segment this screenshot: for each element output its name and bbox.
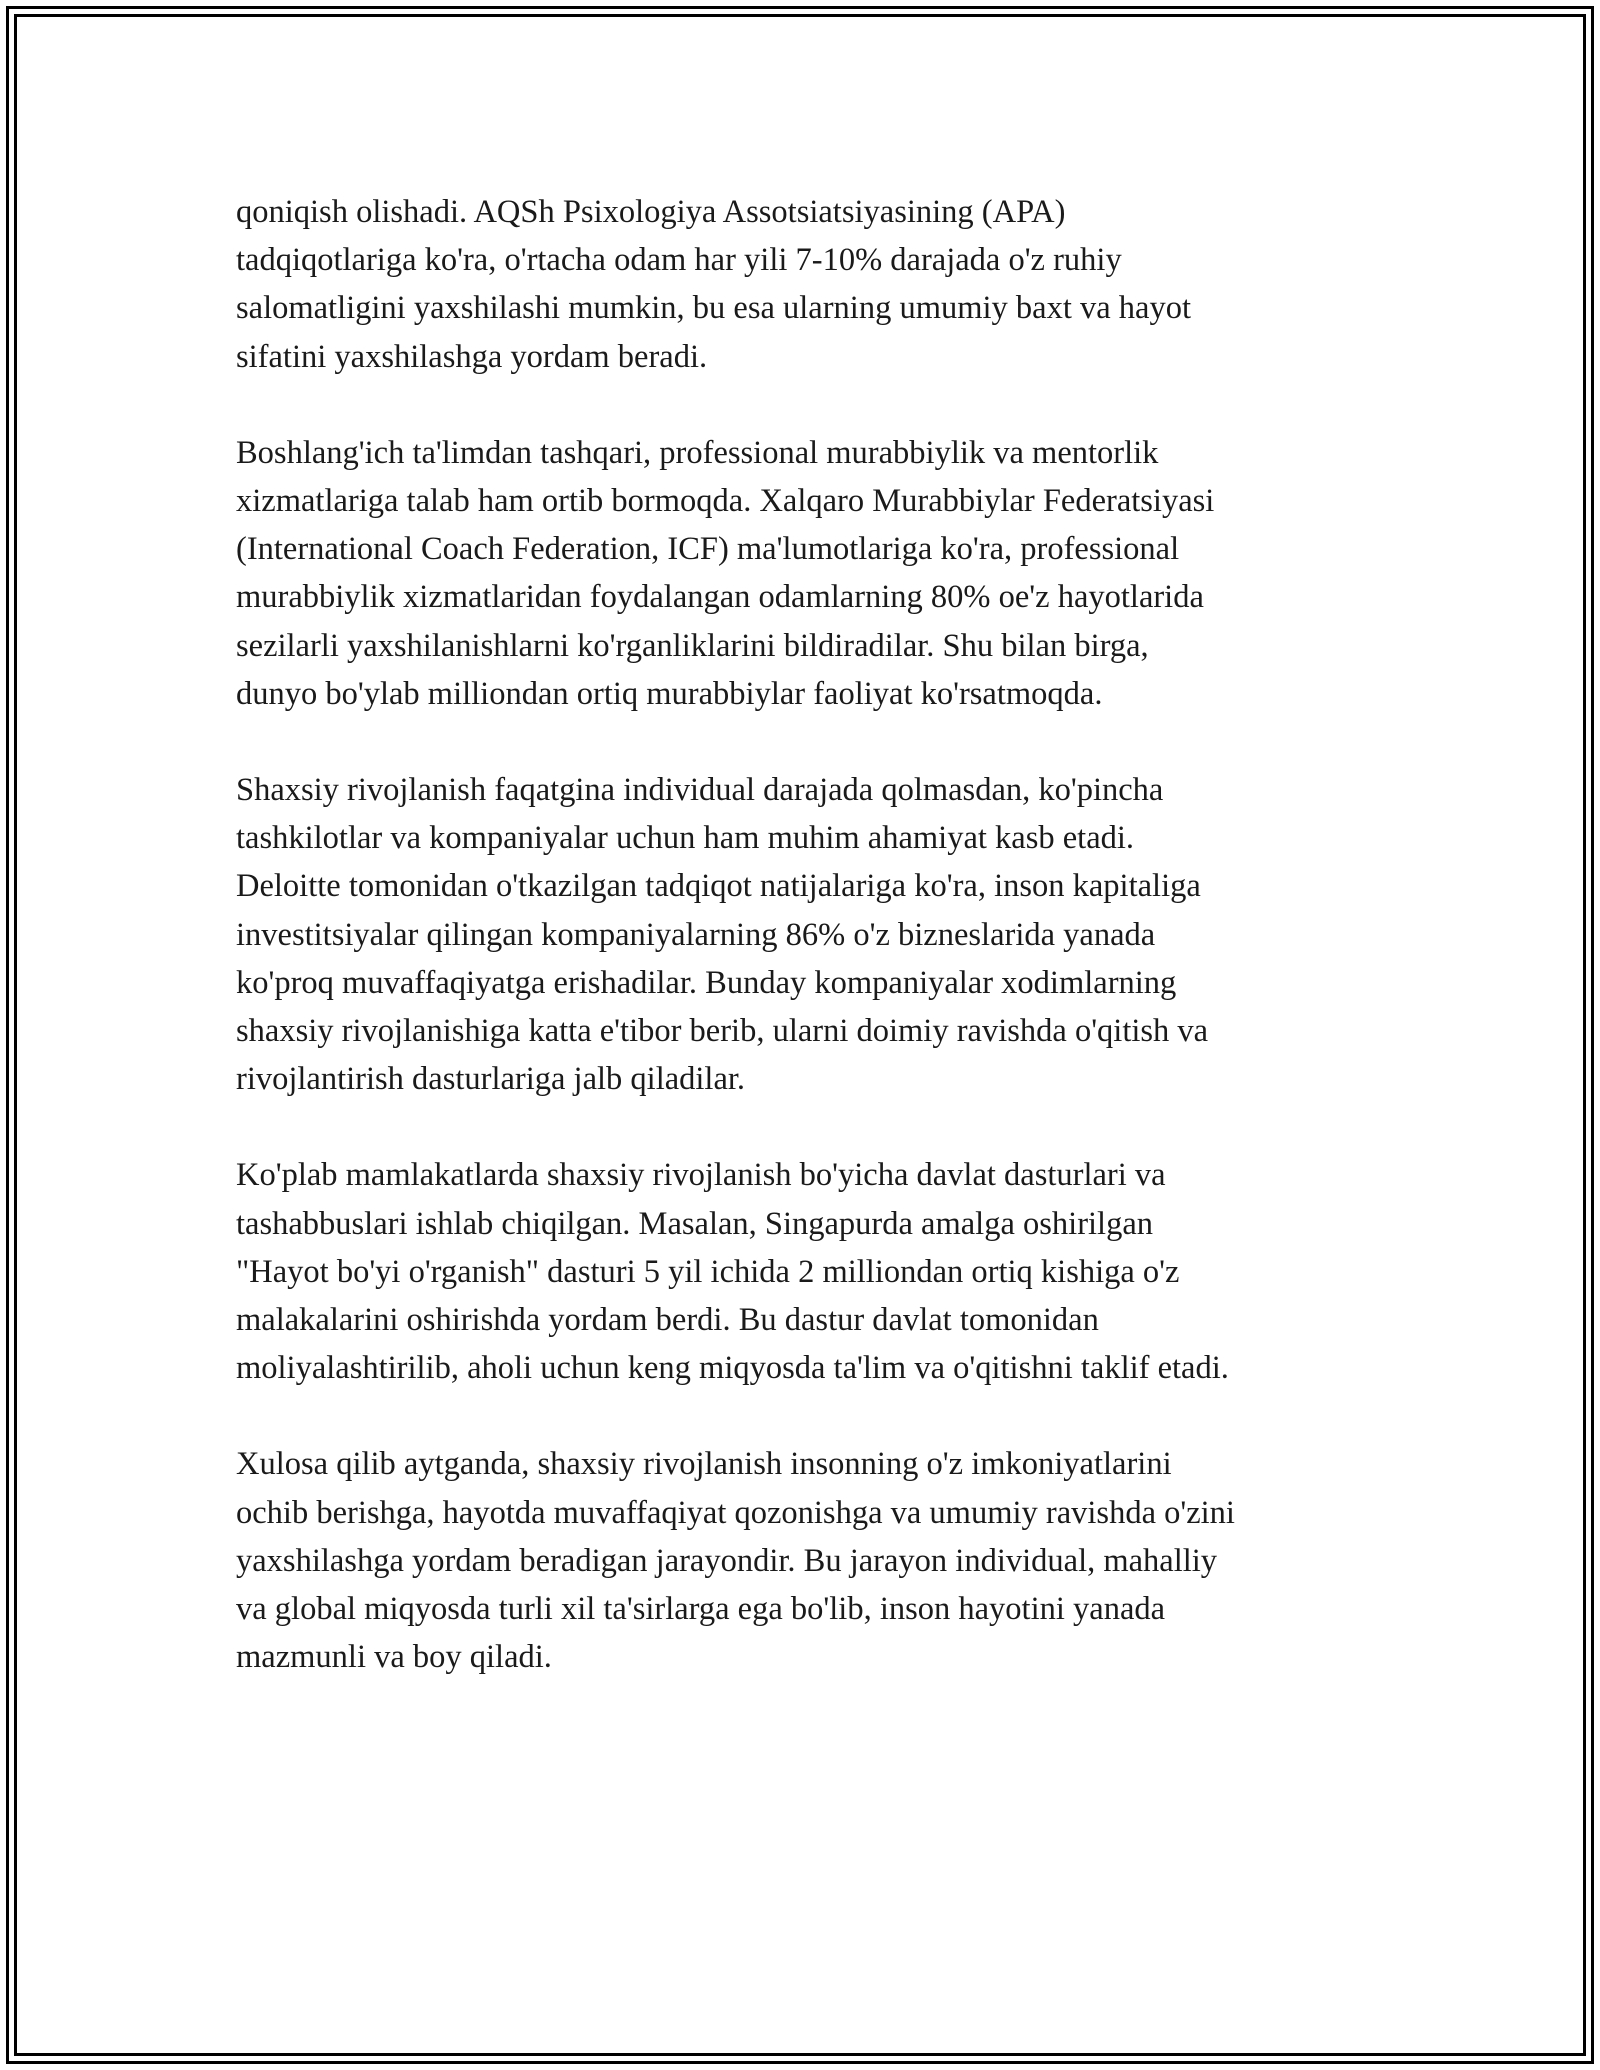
document-body [236, 188, 1386, 1729]
paragraph-4: Ko'plab mamlakatlarda shaxsiy rivojlanish bo'yicha davlat dasturlari va tashabbuslari ishlab chiqilgan. Masalan, Singapurda amalga oshirilgan "Hayot bo'yi o'rganish" dasturi 5 yil ichida 2 milliondan ortiq kishiga o'z malakalarini oshirishda yordam berdi. Bu dastur davlat tomonidan moliyalashtirilib, aholi uchun keng miqyosda ta'lim va o'qitishni taklif etadi. [236, 1157, 1229, 1387]
paragraph-5: Xulosa qilib aytganda, shaxsiy rivojlanish insonning o'z imkoniyatlarini ochib berishga, hayotda muvaffaqiyat qozonishga va umumiy ravishda o'zini yaxshilashga yordam beradigan jarayondir. Bu jarayon individual, mahalliy va global miqyosda turli xil ta'sirlarga ega bo'lib, inson hayotini yanada mazmunli va boy qiladi. [236, 1446, 1235, 1676]
paragraph-3: Shaxsiy rivojlanish faqatgina individual darajada qolmasdan, ko'pincha tashkilotlar va kompaniyalar uchun ham muhim ahamiyat kasb etadi. Deloitte tomonidan o'tkazilgan tadqiqot natijalariga ko'ra, inson kapitaliga investitsiyalar qilingan kompaniyalarning 86% o'z bizneslarida yanada ko'proq muvaffaqiyatga erishadilar. Bunday kompaniyalar xodimlarning shaxsiy rivojlanishiga katta e'tibor berib, ularni doimiy ravishda o'qitish va rivojlantirish dasturlariga jalb qiladilar. [236, 772, 1209, 1098]
paragraph-1: qoniqish olishadi. AQSh Psixologiya Assotsiatsiyasining (APA) tadqiqotlariga ko'ra, o'rtacha odam har yili 7-10% darajada o'z ruhiy salomatligini yaxshilashi mumkin, bu esa ularning umumiy baxt va hayot sifatini yaxshilashga yordam beradi. [236, 194, 1192, 375]
paragraph-2: Boshlang'ich ta'limdan tashqari, professional murabbiylik va mentorlik xizmatlariga talab ham ortib bormoqda. Xalqaro Murabbiylar Federatsiyasi (International Coach Federation, ICF) ma'lumotlariga ko'ra, professional murabbiylik xizmatlaridan foydalangan odamlarning 80% oe'z hayotlarida sezilarli yaxshilanishlarni ko'rganliklarini bildiradilar. Shu bilan birga, dunyo bo'ylab milliondan ortiq murabbiylar faoliyat ko'rsatmoqda. [236, 434, 1215, 712]
